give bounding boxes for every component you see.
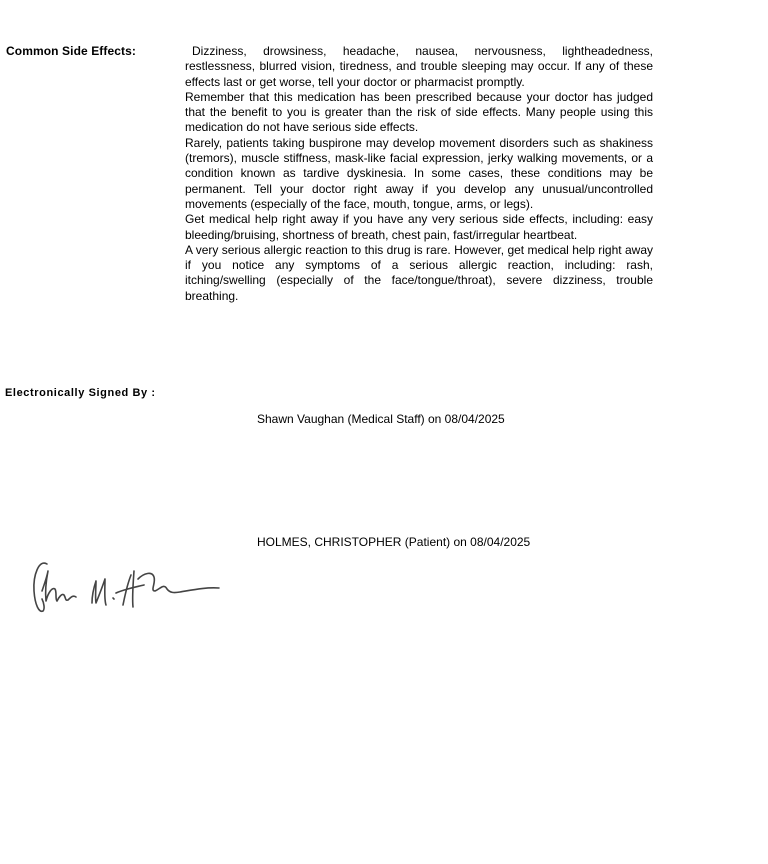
side-effects-paragraph: Rarely, patients taking buspirone may develop movement disorders such as shakiness (tremors), muscle stiffness, mask-like facial expression, jerky walking movements, or a condition known as tardive dyskinesia. In some cases, these conditions may be permanent. Tell your doctor right away if you develop any unusual/uncontrolled movements (especially of the face, mouth, tongue, arms, or legs). (185, 135, 653, 211)
side-effects-paragraph: Get medical help right away if you have any very serious side effects, including: easy bleeding/bruising, shortness of breath, chest pain, fast/irregular heartbeat. (185, 212, 653, 242)
side-effects-label: Common Side Effects: (6, 44, 137, 58)
patient-signer-line: HOLMES, CHRISTOPHER (Patient) on 08/04/2025 (257, 535, 531, 549)
side-effects-paragraph: Dizziness, drowsiness, headache, nausea, nervousness, lightheadedness, restlessness, blurred vision, tiredness, and trouble sleeping may occur. If any of these effects last or get worse, tell your doctor or pharmacist promptly. (185, 44, 653, 89)
side-effects-paragraph: Remember that this medication has been prescribed because your doctor has judged that the benefit to you is greater than the risk of side effects. Many people using this medication do not have serious side effects. (185, 89, 653, 135)
side-effects-paragraph: A very serious allergic reaction to this drug is rare. However, get medical help right away if you notice any symptoms of a serious allergic reaction, including: rash, itching/swelling (especially of the face/tongue/throat), severe dizziness, trouble breathing. (185, 242, 653, 303)
electronically-signed-label: Electronically Signed By : (5, 387, 156, 399)
patient-handwritten-signature (30, 555, 225, 617)
staff-signer-line: Shawn Vaughan (Medical Staff) on 08/04/2025 (257, 412, 505, 426)
side-effects-text (185, 44, 653, 304)
